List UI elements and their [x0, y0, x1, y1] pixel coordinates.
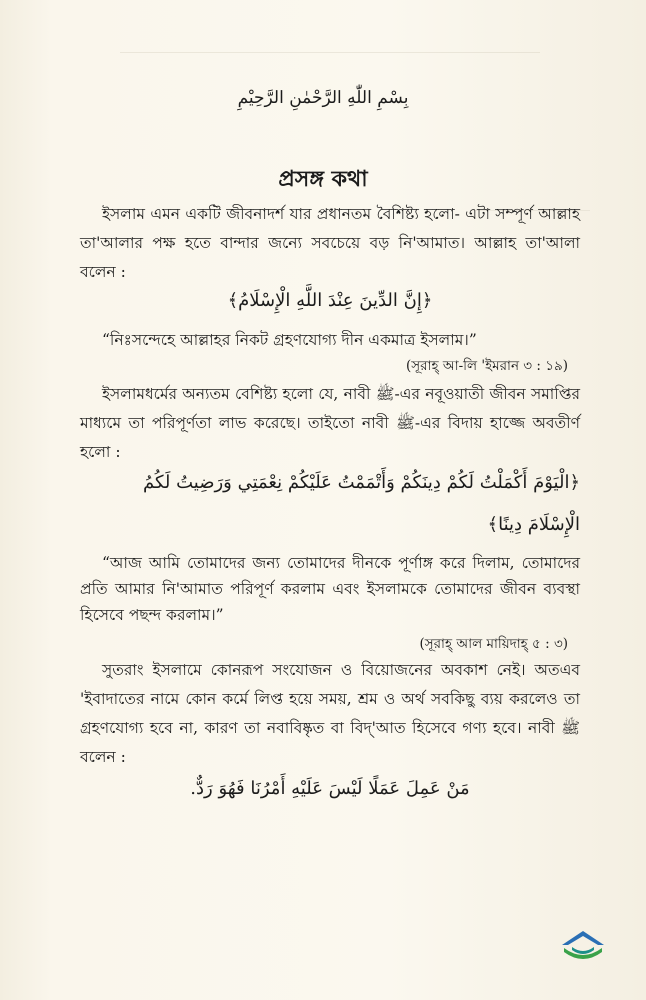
- paragraph-2: ইসলামধর্মের অন্যতম বেশিষ্ট্য হলো যে, নাবী ﷺ-এর নবূওয়াতী জীবন সমাপ্তির মাধ্যমে তা পরিপূর্ণতা লাভ করেছে। তাইতো নাবী ﷺ-এর বিদায় হাজ্জে অবতীর্ণ হলো :: [80, 385, 580, 461]
- verse-1-arabic: ﴿إِنَّ الدِّينَ عِنْدَ اللَّهِ الْإِسْلَامُ﴾: [227, 290, 433, 311]
- hadith-arabic: مَنْ عَمِلَ عَمَلًا لَيْسَ عَلَيْهِ أَمْرُنَا فَهُوَ رَدٌّ.: [190, 778, 470, 799]
- bismillah: بِسْمِ اللّٰهِ الرَّحْمٰنِ الرَّحِيْمِ: [237, 88, 409, 108]
- verse-1-translation: “নিঃসন্দেহে আল্লাহর নিকট গ্রহণযোগ্য দীন একমাত্র ইসলাম।”: [102, 331, 477, 349]
- page-heading: প্রসঙ্গ কথা: [278, 166, 368, 192]
- bleed-through-text: [120, 52, 540, 63]
- intro-paragraph: ইসলাম এমন একটি জীবনাদর্শ যার প্রধানতম বৈশিষ্ট্য হলো- এটা সম্পূর্ণ আল্লাহ তা'আলার পক্ষ হতে বান্দার জন্যে সবচেয়ে বড় নি'আমাত। আল্লাহ তা'আলা বলেন :: [80, 205, 580, 281]
- verse-2-reference: (সূরাহ্ আল মায়িদাহ্ ৫ : ৩): [419, 636, 568, 652]
- verse-2-translation: “আজ আমি তোমাদের জন্য তোমাদের দীনকে পূর্ণাঙ্গ করে দিলাম, তোমাদের প্রতি আমার নি'আমাত পরিপূর্ণ করলাম এবং ইসলামকে তোমাদের জীবন ব্যবস্থা হিসেবে পছন্দ করলাম।”: [80, 554, 580, 624]
- verse-2-arabic-line-1: ﴿الْيَوْمَ أَكْمَلْتُ لَكُمْ دِينَكُمْ وَأَتْمَمْتُ عَلَيْكُمْ نِعْمَتِي وَرَضِيتُ لَكُمُ: [142, 472, 580, 493]
- publisher-logo-icon: [558, 928, 608, 968]
- verse-2-arabic-line-2: الْإِسْلَامَ دِينًا﴾: [487, 514, 580, 535]
- verse-1-reference: (সূরাহ্ আ-লি 'ইমরান ৩ : ১৯): [405, 358, 568, 374]
- paragraph-3: সুতরাং ইসলামে কোনরূপ সংযোজন ও বিয়োজনের অবকাশ নেই। অতএব 'ইবাদাতের নামে কোন কর্মে লিপ্ত হয়ে সময়, শ্রম ও অর্থ সবকিছু ব্যয় করলেও তা গ্রহণযোগ্য হবে না, কারণ তা নবাবিষ্কৃত বা বিদ্'আত হিসেবে গণ্য হবে। নাবী ﷺ বলেন :: [80, 661, 580, 766]
